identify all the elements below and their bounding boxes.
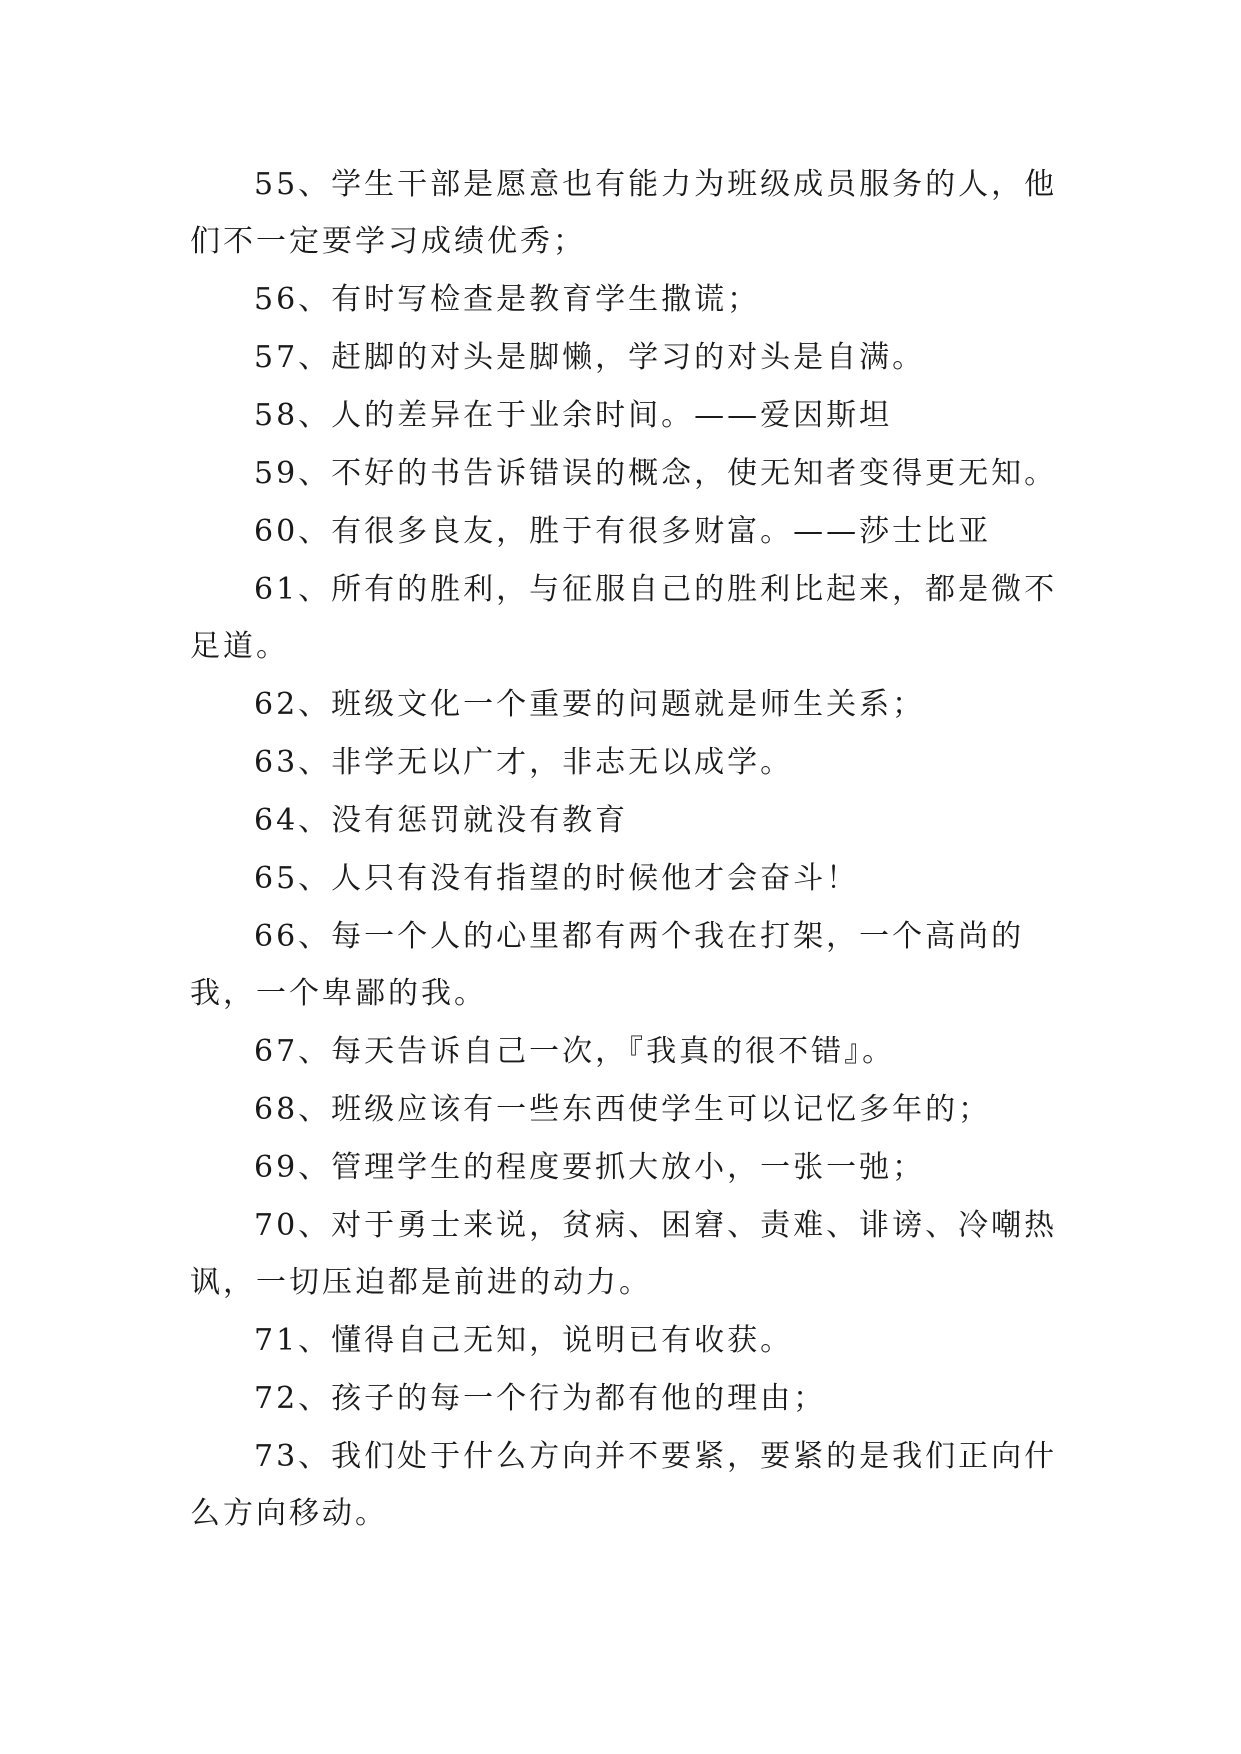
quote-63: 63、非学无以广才，非志无以成学。 bbox=[254, 745, 794, 780]
quote-73: 73、我们处于什么方向并不要紧，要紧的是我们正向什么方向移动。 bbox=[190, 1439, 1058, 1531]
quote-70: 70、对于勇士来说，贫病、困窘、责难、诽谤、冷嘲热讽，一切压迫都是前进的动力。 bbox=[190, 1208, 1058, 1300]
quote-60: 60、有很多良友，胜于有很多财富。——莎士比亚 bbox=[254, 514, 992, 549]
quote-71: 71、懂得自己无知，说明已有收获。 bbox=[254, 1323, 794, 1358]
quote-68: 68、班级应该有一些东西使学生可以记忆多年的； bbox=[254, 1092, 992, 1127]
quote-57: 57、赶脚的对头是脚懒，学习的对头是自满。 bbox=[254, 340, 926, 375]
quote-69: 69、管理学生的程度要抓大放小，一张一弛； bbox=[254, 1150, 926, 1185]
quote-61: 61、所有的胜利，与征服自己的胜利比起来，都是微不足道。 bbox=[190, 572, 1058, 664]
quote-64: 64、没有惩罚就没有教育 bbox=[254, 803, 629, 838]
quote-67: 67、每天告诉自己一次，『我真的很不错』。 bbox=[254, 1034, 896, 1069]
quote-66: 66、每一个人的心里都有两个我在打架，一个高尚的我，一个卑鄙的我。 bbox=[190, 919, 1025, 1011]
quote-59: 59、不好的书告诉错误的概念，使无知者变得更无知。 bbox=[254, 456, 1058, 491]
quote-56: 56、有时写检查是教育学生撒谎； bbox=[254, 282, 761, 317]
quote-55: 55、学生干部是愿意也有能力为班级成员服务的人，他们不一定要学习成绩优秀； bbox=[190, 167, 1058, 259]
quote-list bbox=[190, 156, 1060, 1543]
quote-58: 58、人的差异在于业余时间。——爱因斯坦 bbox=[254, 398, 893, 433]
quote-65: 65、人只有没有指望的时候他才会奋斗！ bbox=[254, 861, 860, 896]
quote-62: 62、班级文化一个重要的问题就是师生关系； bbox=[254, 687, 926, 722]
quote-72: 72、孩子的每一个行为都有他的理由； bbox=[254, 1381, 827, 1416]
